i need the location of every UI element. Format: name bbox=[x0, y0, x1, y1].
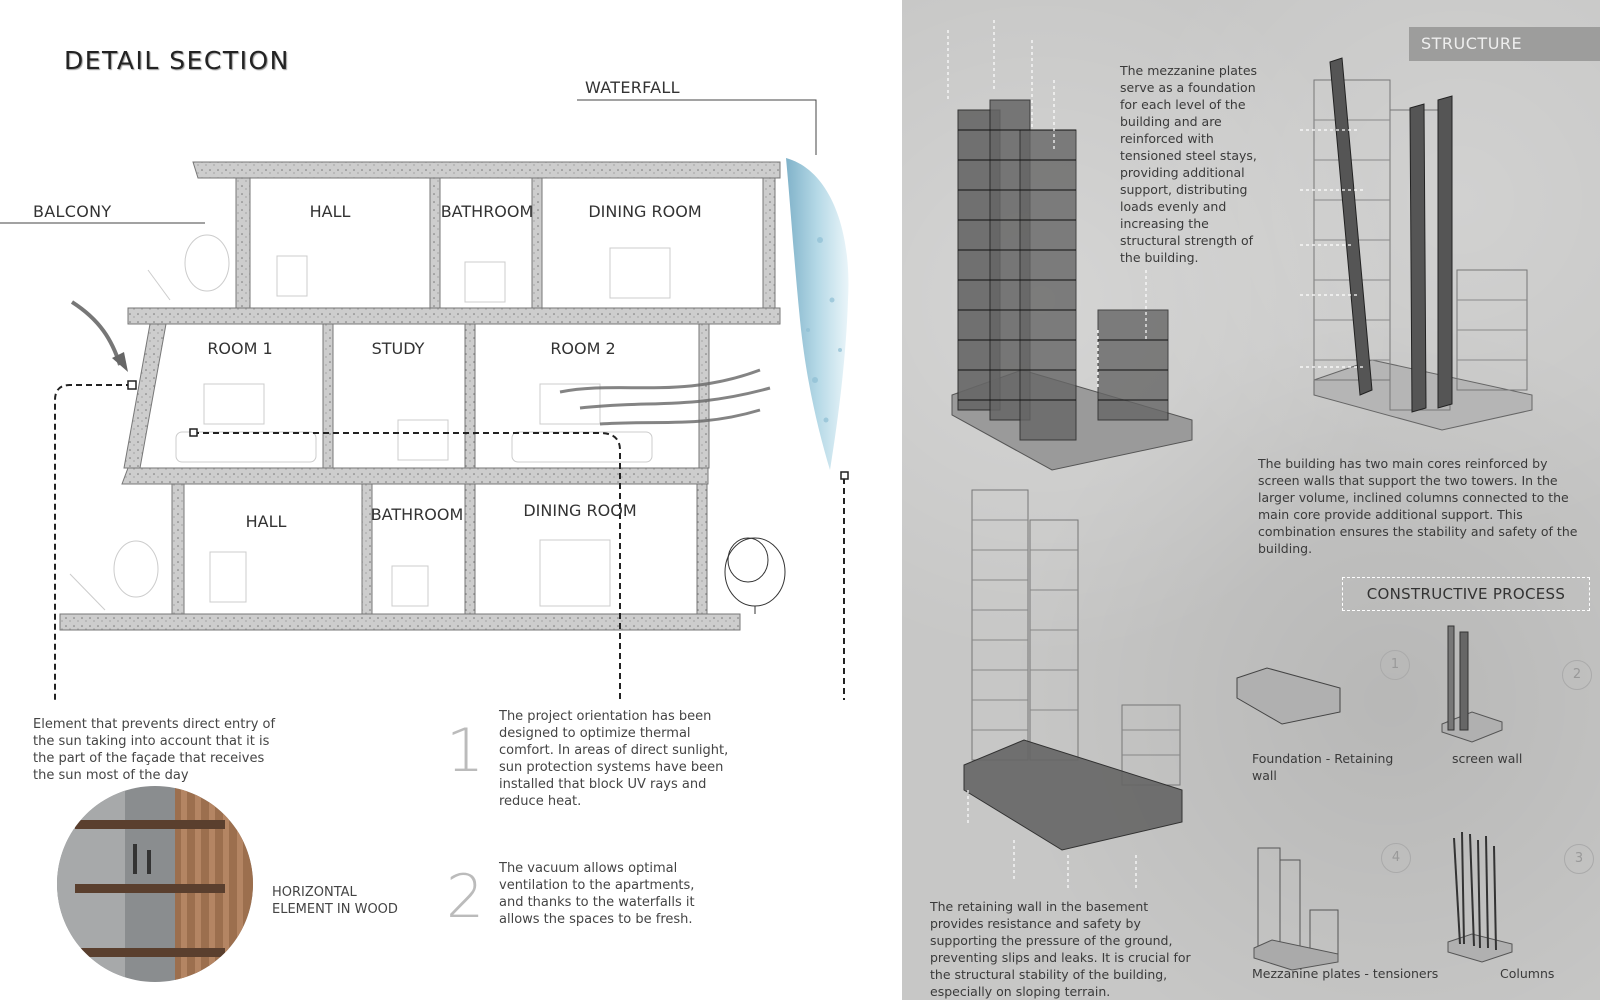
room-label-bottom-bathroom: BATHROOM bbox=[370, 505, 464, 524]
step-3-label: Columns bbox=[1500, 966, 1555, 981]
room-label-top-hall: HALL bbox=[309, 202, 351, 221]
step-1-number: 1 bbox=[1380, 650, 1410, 680]
wood-element-image bbox=[55, 784, 255, 984]
room-label-top-bathroom: BATHROOM bbox=[440, 202, 534, 221]
room-label-top-dining: DINING ROOM bbox=[588, 202, 702, 221]
shrub-sketch bbox=[725, 538, 785, 614]
retaining-wall-diagram bbox=[964, 490, 1182, 890]
wind-lines bbox=[560, 370, 770, 424]
balcony-label: BALCONY bbox=[33, 202, 112, 221]
step-2-number: 2 bbox=[1562, 660, 1592, 690]
point-1-text: The project orientation has been designed to optimize thermal comfort. In areas of direct sunlight, sun protection systems have been installed that block UV rays and reduce heat. bbox=[499, 709, 729, 809]
step-4-label: Mezzanine plates - tensioners bbox=[1252, 966, 1439, 981]
point-1-number: 1 bbox=[446, 716, 485, 786]
cores-tower-diagram bbox=[1300, 58, 1532, 430]
mezzanine-note: The mezzanine plates serve as a foundation for each level of the building and are reinforced with tensioned steel stays, providing additional support, distributing loads evenly and increasing the structural strength of the building. bbox=[1120, 63, 1258, 265]
process-thumb-screen-wall bbox=[1442, 626, 1502, 742]
sun-element-note: Element that prevents direct entry of the sun taking into account that it is the part of the façade that receives the sun most of the day bbox=[33, 717, 276, 783]
waterfall-callout-line bbox=[577, 100, 816, 155]
step-1-label: Foundation - Retaining wall bbox=[1252, 751, 1394, 783]
point-2-number: 2 bbox=[446, 862, 485, 932]
retaining-wall-note: The retaining wall in the basement provides resistance and safety by supporting the pressure of the ground, preventing slips and leaks. It is crucial for the structural stability of the building, especially on sloping terrain. bbox=[930, 899, 1191, 999]
process-thumb-mezzanine bbox=[1254, 848, 1338, 970]
room-label-room2: ROOM 2 bbox=[550, 339, 616, 358]
structure-panel bbox=[902, 0, 1600, 1000]
room-label-room1: ROOM 1 bbox=[207, 339, 273, 358]
floor-slabs bbox=[60, 162, 780, 630]
wood-element-label: HORIZONTAL ELEMENT IN WOOD bbox=[272, 885, 398, 917]
room-label-bottom-hall: HALL bbox=[245, 512, 287, 531]
constructive-process-title: CONSTRUCTIVE PROCESS bbox=[1366, 585, 1566, 603]
cores-note: The building has two main cores reinforced by screen walls that support the two towers. In the larger volume, inclined columns connected to the main core provide additional support. This combination ensures the stability and safety of the building. bbox=[1258, 456, 1578, 556]
point-2-text: The vacuum allows optimal ventilation to the apartments, and thanks to the waterfalls it allows the spaces to be fresh. bbox=[499, 861, 695, 927]
step-4-number: 4 bbox=[1381, 843, 1411, 873]
process-thumb-columns bbox=[1448, 832, 1512, 962]
section-drawing bbox=[0, 0, 902, 700]
room-label-bottom-dining: DINING ROOM bbox=[523, 501, 637, 520]
waterfall-graphic bbox=[786, 158, 848, 470]
step-2-label: screen wall bbox=[1452, 751, 1523, 766]
page-title: DETAIL SECTION bbox=[64, 46, 290, 75]
process-thumb-foundation bbox=[1237, 668, 1340, 724]
constructive-process-title-box bbox=[1342, 577, 1590, 611]
section-walls bbox=[124, 178, 775, 614]
step-3-number: 3 bbox=[1564, 844, 1594, 874]
structure-tag-text: STRUCTURE bbox=[1421, 34, 1523, 53]
sun-arrow bbox=[72, 302, 120, 365]
waterfall-label: WATERFALL bbox=[585, 78, 680, 97]
room-label-study: STUDY bbox=[371, 339, 425, 358]
